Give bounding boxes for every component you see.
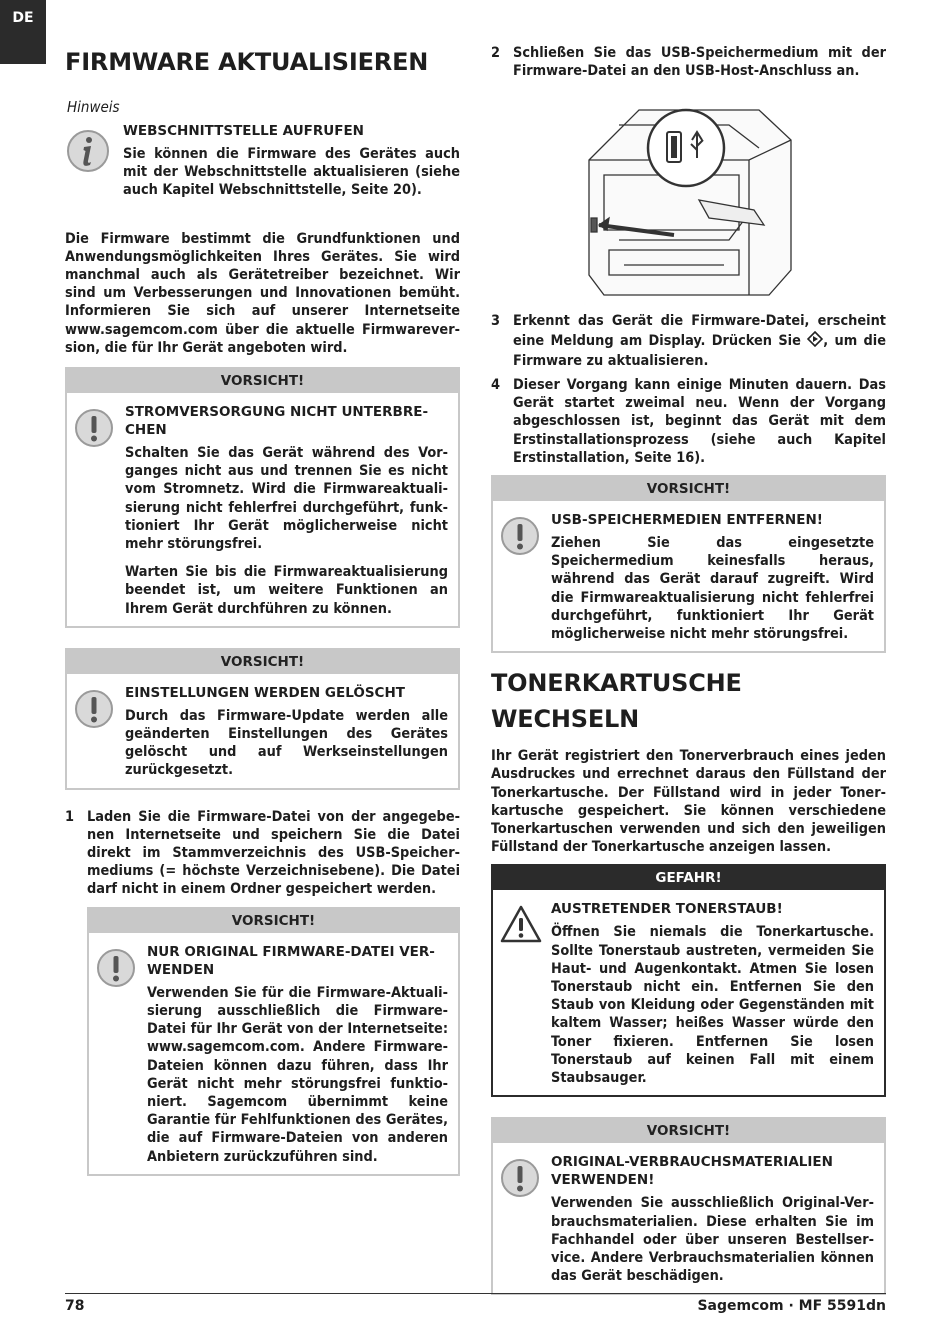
left-column	[65, 44, 460, 1176]
caution-title: EINSTELLUNGEN WERDEN GELÖSCHT	[125, 684, 405, 701]
caution-header: VORSICHT!	[493, 477, 884, 501]
hint-note	[65, 122, 460, 200]
caution-header: VORSICHT!	[493, 1119, 884, 1143]
footer-divider	[65, 1293, 886, 1294]
hint-text: Sie können die Firmware des Gerätes auch mit der Webschnittstelle aktualisieren (siehe auch Kapitel Webschnittstelle, Seite 20).	[123, 146, 460, 199]
page-number: 78	[65, 1298, 85, 1314]
info-icon	[65, 122, 123, 200]
warning-exclamation-icon	[499, 511, 551, 643]
caution-text: Durch das Firmware-Update werden alle geänderten Einstellungen des Gerätes gelöscht und auf Werkseinstellungen zurückgesetzt.	[125, 707, 448, 779]
start-key-icon	[807, 331, 823, 352]
firmware-intro-paragraph: Die Firmware bestimmt die Grundfunktionen und Anwendungsmöglichkeiten Ihres Gerätes. Sie wird manchmal auch als Gerätetreiber bezeichnet. Wir sind um Verbesserungen und Innovationen bemüht. Informieren Sie sich auf unserer Internetseite www.sagemcom.com über die aktuelle Firmwareversion, die für Ihr Gerät angeboten wird.	[65, 230, 460, 356]
step-number: 1	[65, 808, 75, 825]
caution-box-original-consumables	[491, 1117, 886, 1295]
step-text: Laden Sie die Firmware-Datei von der angegebenen Internetseite und speichern Sie die Datei direkt im Stammverzeichnis des USB-Speichermediums (= höchste Verzeichnisebene). Die Datei darf nicht in einem Ordner gespeichert werden.	[87, 808, 460, 898]
caution-box-original-firmware	[87, 907, 460, 1176]
caution-title: USB-SPEICHERMEDIEN ENTFERNEN!	[551, 512, 823, 529]
caution-text: Ziehen Sie das eingesetzte Speichermedium keinesfalls heraus, während das Gerät darauf zugreift. Wird die Firmwareaktualisierung nicht fehlerfrei durchgeführt, funktioniert Ihr Gerät möglicherweise nicht mehr störungsfrei.	[551, 535, 874, 643]
caution-header: VORSICHT!	[67, 650, 458, 674]
warning-triangle-icon	[499, 900, 551, 1087]
caution-text: Verwenden Sie für die Firmware-Aktualisierung ausschließlich die Firmware-Datei für Ihr Gerät von der Internetseite: www.sagemcom.com. Andere Firmware-Dateien können dazu führen, dass Ihr Gerät nicht mehr störungsfrei funktioniert. Sagemcom übernimmt keine Garantie für Fehlfunktionen des Gerätes, die auf Firmware-Dateien von anderen Anbietern zurückzuführen sind.	[147, 984, 448, 1165]
printer-usb-illustration	[579, 100, 793, 300]
warning-exclamation-icon	[73, 403, 125, 618]
hint-label: Hinweis	[67, 98, 120, 116]
caution-title: STROMVERSORGUNG NICHT UNTERBRECHEN	[125, 404, 429, 439]
language-tab: DE	[0, 0, 46, 64]
danger-box-toner-dust	[491, 864, 886, 1097]
caution-box-usb-removal	[491, 475, 886, 653]
step-2	[491, 44, 886, 80]
section-title-firmware: FIRMWARE AKTUALISIEREN	[65, 48, 429, 76]
toner-intro-paragraph: Ihr Gerät registriert den Tonerverbrauch eines jeden Ausdruckes und errechnet daraus den Füllstand der Tonerkartusche. Der Füllstand wird in jeder Tonerkartusche gespeichert. Sie können verschiedene Tonerkartuschen verwenden und sich den jeweiligen Füllstand der Tonerkartusche anzeigen lassen.	[491, 748, 886, 856]
caution-box-power	[65, 367, 460, 628]
step-1	[65, 808, 460, 1176]
product-name: Sagemcom · MF 5591dn	[697, 1298, 886, 1314]
caution-header: VORSICHT!	[67, 369, 458, 393]
caution-text: Warten Sie bis die Firmwareaktualisierung beendet ist, um weitere Funktionen an Ihrem Gerät durchführen zu können.	[125, 564, 448, 617]
step-text: Erkennt das Gerät die Firmware-Datei, erscheint eine Meldung am Display. Drücken Sie , um die Firmware zu aktualisieren.	[513, 313, 887, 369]
step-text: Dieser Vorgang kann einige Minuten dauern. Das Gerät startet zweimal neu. Wenn der Vorgang abgeschlossen ist, beginnt das Gerät mit dem Erstinstallationsprozess (siehe auch Kapitel Erstinstallation, Seite 16).	[513, 377, 886, 466]
caution-header: VORSICHT!	[89, 909, 458, 933]
step-number: 2	[491, 45, 501, 61]
step-3	[491, 312, 886, 370]
right-column	[491, 44, 886, 1295]
step-number: 3	[491, 313, 501, 330]
caution-text: Schalten Sie das Gerät während des Vorganges nicht aus und trennen Sie es nicht vom Stromnetz. Wird die Firmwareaktualisierung nicht fehlerfrei durchgeführt, funktioniert Ihr Gerät möglicherweise nicht mehr störungsfrei.	[125, 445, 448, 553]
step-text: Schließen Sie das USB-Speichermedium mit der Firmware-Datei an den USB-Host-Anschluss an.	[513, 45, 886, 80]
warning-exclamation-icon	[95, 943, 147, 1166]
caution-title: ORIGINAL-VERBRAUCHSMATERIALIEN VERWENDEN!	[551, 1154, 833, 1189]
warning-exclamation-icon	[73, 684, 125, 780]
warning-exclamation-icon	[499, 1153, 551, 1285]
step-4	[491, 376, 886, 467]
caution-text: Verwenden Sie ausschließlich Original-Verbrauchsmaterialien. Diese erhalten Sie im Fachhandel oder über unseren Bestellservice. Andere Verbrauchsmaterialien können das Gerät beschädigen.	[551, 1195, 874, 1285]
step-number: 4	[491, 377, 501, 394]
danger-title: AUSTRETENDER TONERSTAUB!	[551, 901, 783, 918]
danger-header: GEFAHR!	[493, 866, 884, 890]
hint-title: WEBSCHNITTSTELLE AUFRUFEN	[123, 123, 364, 139]
danger-text: Öffnen Sie niemals die Tonerkartusche. Sollte Tonerstaub austreten, vermeiden Sie Haut- und Augenkontakt. Atmen Sie losen Tonerstaub nicht ein. Entfernen Sie den Staub von Kleidung oder Gegenständen mit kaltem Wasser; heißes Wasser würde den Toner fixieren. Entfernen Sie losen Tonerstaub auf keinen Fall mit einem Staubsauger.	[551, 924, 874, 1087]
caution-box-settings	[65, 648, 460, 790]
caution-title: NUR ORIGINAL FIRMWARE-DATEI VERWENDEN	[147, 943, 435, 978]
section-title-toner: TONERKARTUSCHE WECHSELN	[491, 669, 742, 734]
